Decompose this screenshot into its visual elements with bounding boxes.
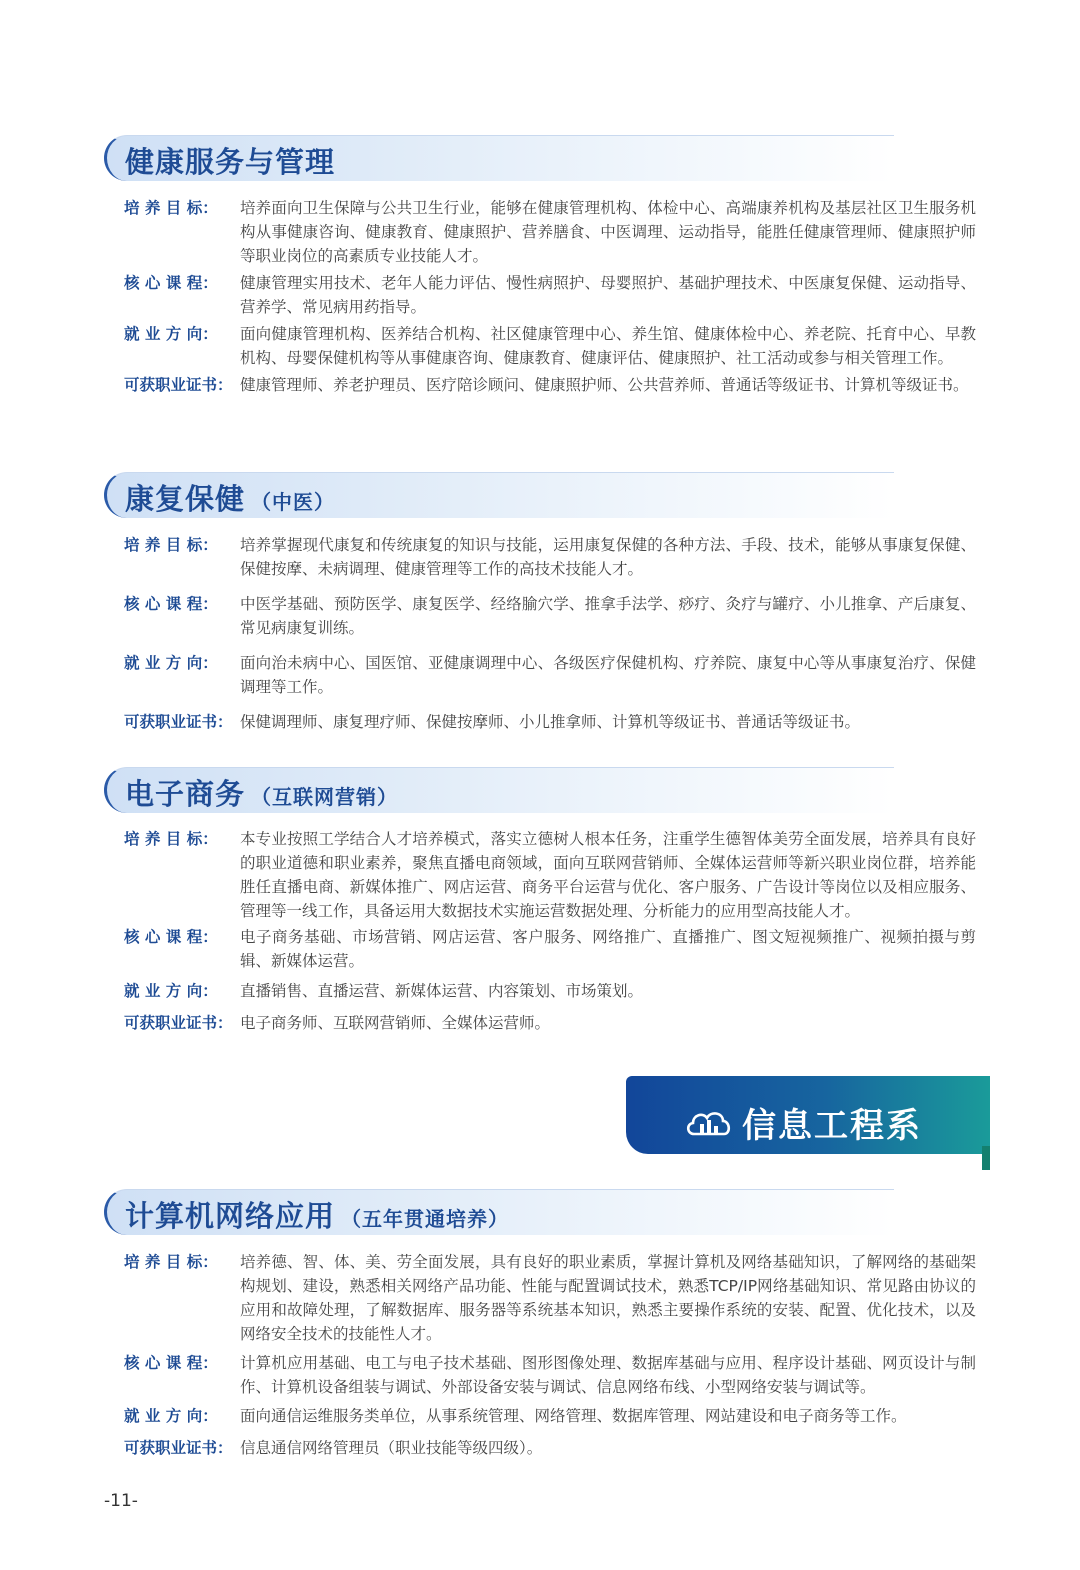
- row-text: 信息通信网络管理员（职业技能等级四级）。: [240, 1439, 543, 1457]
- row-courses: [124, 925, 976, 973]
- row-goal: [124, 533, 976, 581]
- section-header-network: [104, 1189, 894, 1235]
- row-text: 计算机应用基础、电工与电子技术基础、图形图像处理、数据库基础与应用、程序设计基础、网页设计与制作、计算机设备组装与调试、外部设备安装与调试、信息网络布线、小型网络安装与调试等。: [240, 1354, 976, 1396]
- section-title: 电子商务 （互联网营销）: [125, 777, 399, 811]
- row-goal: [124, 1250, 976, 1346]
- section-title: 康复保健 （中医）: [125, 482, 336, 516]
- row-label: 就 业 方 向：: [124, 325, 218, 343]
- section-rows-health: [124, 196, 976, 397]
- row-goal: [124, 827, 976, 923]
- row-label: 核 心 课 程：: [124, 274, 218, 292]
- row-label: 核 心 课 程：: [124, 928, 218, 946]
- row-label: 可获职业证书：: [124, 1014, 233, 1032]
- row-courses: [124, 271, 976, 319]
- row-text: 面向治未病中心、国医馆、亚健康调理中心、各级医疗保健机构、疗养院、康复中心等从事康复治疗、保健调理等工作。: [240, 654, 976, 696]
- row-label: 培 养 目 标：: [124, 1253, 218, 1271]
- row-certificates: [124, 1011, 976, 1035]
- row-certificates: [124, 710, 976, 734]
- row-label: 核 心 课 程：: [124, 595, 218, 613]
- section-subtitle: （五年贯通培养）: [341, 1207, 510, 1231]
- row-career: [124, 651, 976, 699]
- row-text: 直播销售、直播运营、新媒体运营、内容策划、市场策划。: [240, 982, 644, 1000]
- row-label: 培 养 目 标：: [124, 830, 218, 848]
- row-courses: [124, 592, 976, 640]
- section-rows-ecommerce: [124, 827, 976, 1035]
- section-subtitle: （互联网营销）: [251, 785, 399, 809]
- row-certificates: [124, 373, 976, 397]
- row-label: 可获职业证书：: [124, 713, 233, 731]
- row-text: 电子商务基础、市场营销、网店运营、客户服务、网络推广、直播推广、图文短视频推广、视频拍摄与剪辑、新媒体运营。: [240, 928, 976, 970]
- row-label: 可获职业证书：: [124, 1439, 233, 1457]
- section-title: 计算机网络应用 （五年贯通培养）: [125, 1199, 510, 1233]
- section-header-ecommerce: [104, 767, 894, 813]
- page-number: -11-: [104, 1491, 138, 1511]
- row-goal: [124, 196, 976, 268]
- section-header-health: [104, 135, 894, 181]
- section-header-rehab: [104, 472, 894, 518]
- row-courses: [124, 1351, 976, 1399]
- section-rows-network: [124, 1250, 976, 1460]
- department-banner: [626, 1076, 990, 1170]
- row-text: 面向通信运维服务类单位，从事系统管理、网络管理、数据库管理、网站建设和电子商务等工作。: [240, 1407, 907, 1425]
- row-label: 就 业 方 向：: [124, 654, 218, 672]
- row-text: 中医学基础、预防医学、康复医学、经络腧穴学、推拿手法学、痧疗、灸疗与罐疗、小儿推拿、产后康复、常见病康复训练。: [240, 595, 976, 637]
- row-text: 保健调理师、康复理疗师、保健按摩师、小儿推拿师、计算机等级证书、普通话等级证书。: [240, 713, 861, 731]
- section-title: 健康服务与管理: [125, 145, 336, 179]
- row-certificates: [124, 1436, 976, 1460]
- row-text: 本专业按照工学结合人才培养模式，落实立德树人根本任务，注重学生德智体美劳全面发展，培养具有良好的职业道德和职业素养，聚焦直播电商领域，面向互联网营销师、全媒体运营师等新兴职业岗位群，培养能胜任直播电商、新媒体推广、网店运营、商务平台运营与优化、客户服务、广告设计等岗位以及相应服务、管理等一线工作，具备运用大数据技术实施运营数据处理、分析能力的应用型高技能人才。: [240, 830, 976, 920]
- section-rows-rehab: [124, 533, 976, 734]
- row-text: 培养掌握现代康复和传统康复的知识与技能，运用康复保健的各种方法、手段、技术，能够从事康复保健、保健按摩、未病调理、健康管理等工作的高技术技能人才。: [240, 536, 976, 578]
- row-label: 培 养 目 标：: [124, 536, 218, 554]
- row-career: [124, 1404, 976, 1428]
- department-banner-tab: [982, 1146, 990, 1170]
- row-label: 核 心 课 程：: [124, 1354, 218, 1372]
- row-text: 电子商务师、互联网营销师、全媒体运营师。: [240, 1014, 551, 1032]
- row-text: 培养面向卫生保障与公共卫生行业，能够在健康管理机构、体检中心、高端康养机构及基层社区卫生服务机构从事健康咨询、健康教育、健康照护、营养膳食、中医调理、运动指导，能胜任健康管理师、健康照护师等职业岗位的高素质专业技能人才。: [240, 199, 976, 265]
- row-label: 培 养 目 标：: [124, 199, 218, 217]
- row-text: 健康管理师、养老护理员、医疗陪诊顾问、健康照护师、公共营养师、普通话等级证书、计算机等级证书。: [240, 376, 969, 394]
- row-text: 面向健康管理机构、医养结合机构、社区健康管理中心、养生馆、健康体检中心、养老院、托育中心、早教机构、母婴保健机构等从事健康咨询、健康教育、健康评估、健康照护、社工活动或参与相关管理工作。: [240, 325, 976, 367]
- row-label: 可获职业证书：: [124, 376, 233, 394]
- row-career: [124, 322, 976, 370]
- cloud-chart-icon: [684, 1106, 734, 1138]
- row-label: 就 业 方 向：: [124, 1407, 218, 1425]
- department-title: 信息工程系: [742, 1106, 922, 1146]
- row-text: 健康管理实用技术、老年人能力评估、慢性病照护、母婴照护、基础护理技术、中医康复保健、运动指导、营养学、常见病用药指导。: [240, 274, 976, 316]
- row-career: [124, 979, 976, 1003]
- row-text: 培养德、智、体、美、劳全面发展，具有良好的职业素质，掌握计算机及网络基础知识，了解网络的基础架构规划、建设，熟悉相关网络产品功能、性能与配置调试技术，熟悉TCP/IP网络基础知识、常见路由协议的应用和故障处理，了解数据库、服务器等系统基本知识，熟悉主要操作系统的安装、配置、优化技术，以及网络安全技术的技能性人才。: [240, 1253, 976, 1343]
- row-label: 就 业 方 向：: [124, 982, 218, 1000]
- section-subtitle: （中医）: [251, 490, 336, 514]
